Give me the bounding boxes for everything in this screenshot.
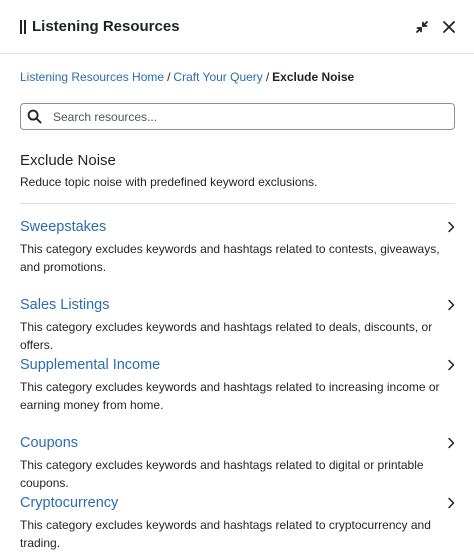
breadcrumb-link-craft-query[interactable]: Craft Your Query xyxy=(173,70,263,84)
search-input[interactable] xyxy=(53,107,448,126)
category-cryptocurrency[interactable] xyxy=(20,494,460,552)
category-description: This category excludes keywords and hashtags related to increasing income or earning money from home. xyxy=(20,380,440,412)
category-description: This category excludes keywords and hashtags related to cryptocurrency and trading. xyxy=(20,518,431,550)
page-title: Exclude Noise xyxy=(20,152,116,169)
drag-handle-icon[interactable] xyxy=(20,20,26,34)
category-description: This category excludes keywords and hashtags related to digital or printable coupons. xyxy=(20,458,424,490)
category-title[interactable]: Cryptocurrency xyxy=(20,495,119,511)
breadcrumb xyxy=(20,69,354,85)
panel-title: Listening Resources xyxy=(32,18,180,35)
category-sales-listings[interactable] xyxy=(20,296,460,354)
panel-header xyxy=(0,0,474,54)
category-title[interactable]: Coupons xyxy=(20,435,79,451)
search-icon xyxy=(27,109,42,124)
category-coupons[interactable] xyxy=(20,434,460,492)
breadcrumb-current: Exclude Noise xyxy=(272,70,355,84)
chevron-right-icon[interactable] xyxy=(444,220,458,234)
category-description: This category excludes keywords and hashtags related to deals, discounts, or offers. xyxy=(20,320,433,352)
category-description: This category excludes keywords and hashtags related to contests, giveaways, and promotions. xyxy=(20,242,440,274)
category-sweepstakes[interactable] xyxy=(20,218,460,276)
category-title[interactable]: Sales Listings xyxy=(20,297,110,313)
category-title[interactable]: Sweepstakes xyxy=(20,219,107,235)
chevron-right-icon[interactable] xyxy=(444,496,458,510)
collapse-arrows-icon xyxy=(410,15,434,39)
divider xyxy=(20,203,455,204)
breadcrumb-link-home[interactable]: Listening Resources Home xyxy=(20,70,165,84)
search-box xyxy=(20,103,455,130)
page-description: Reduce topic noise with predefined keyword exclusions. xyxy=(20,175,318,189)
chevron-right-icon[interactable] xyxy=(444,298,458,312)
collapse-button[interactable] xyxy=(410,15,434,39)
chevron-right-icon[interactable] xyxy=(444,358,458,372)
breadcrumb-separator: / xyxy=(167,70,171,84)
category-supplemental-income[interactable] xyxy=(20,356,460,414)
chevron-right-icon[interactable] xyxy=(444,436,458,450)
breadcrumb-separator: / xyxy=(265,70,270,84)
close-icon xyxy=(437,15,461,39)
category-title[interactable]: Supplemental Income xyxy=(20,357,161,373)
close-button[interactable] xyxy=(437,15,461,39)
